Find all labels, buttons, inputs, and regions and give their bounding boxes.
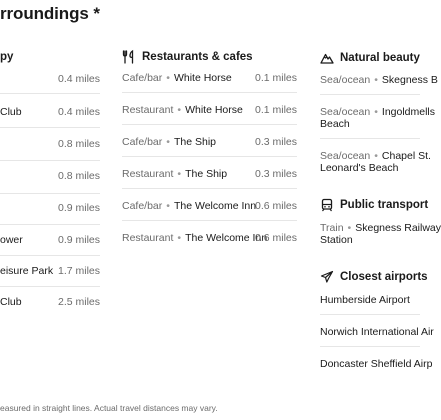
list-item [0,296,100,308]
place-distance: 0.1 miles [254,72,297,84]
place-name-continued: Station [320,234,353,246]
col1-header-label: py [0,51,14,63]
closest-airports-header [320,270,428,284]
list-item [122,104,297,116]
fork-knife-icon [122,50,136,64]
divider [122,220,297,221]
list-item [0,106,100,118]
distance-footnote: easured in straight lines. Actual travel distances may vary. [0,403,218,413]
separator-dot: • [347,222,352,234]
public-transport-header-label: Public transport [340,199,429,211]
list-item [320,106,435,118]
place-category: Cafe/bar [122,72,163,84]
separator-dot: • [374,150,378,162]
place-category: Restaurant [122,168,174,180]
public-transport-header [320,198,428,212]
place-distance: 0.3 miles [254,168,297,180]
place-name: Chapel St. [381,150,431,162]
divider [122,188,297,189]
divider [0,255,100,256]
place-name: eisure Park [0,265,54,277]
place-distance: 0.3 miles [254,136,297,148]
place-name-continued: Beach [320,118,350,130]
place-distance: 0.1 miles [254,104,297,116]
place-distance: 0.9 miles [57,234,100,246]
place-name: Ingoldmells [381,106,436,118]
list-item [320,74,438,86]
divider [320,94,420,95]
divider [122,92,297,93]
divider [122,156,297,157]
separator-dot: • [177,232,182,244]
place-name: The Welcome Inn [185,232,268,244]
divider [122,124,297,125]
list-item: Doncaster Sheffield Airp [320,358,433,370]
natural-beauty-header [320,51,420,65]
list-item [0,234,100,246]
divider [0,93,100,94]
place-name: ower [0,234,23,246]
divider [0,193,100,194]
place-distance: 0.6 miles [254,200,297,212]
place-distance: 0.6 miles [254,232,297,244]
list-item: Norwich International Air [320,326,434,338]
divider [320,346,420,347]
list-item [320,222,441,234]
separator-dot: • [374,106,378,118]
place-distance: 0.8 miles [57,170,100,182]
train-icon [320,198,334,212]
divider [320,314,420,315]
separator-dot: • [166,72,170,84]
divider [0,224,100,225]
place-name: The Ship [185,168,228,180]
divider [320,138,420,139]
place-category: Cafe/bar [122,200,163,212]
place-distance: 2.5 miles [57,296,100,308]
place-distance: 0.4 miles [57,73,100,85]
col1-header [0,51,13,63]
list-item: Humberside Airport [320,294,410,306]
natural-beauty-header-label: Natural beauty [340,52,420,64]
place-category: Train [320,222,344,234]
separator-dot: • [374,74,378,86]
place-category: Sea/ocean [320,150,371,162]
list-item [122,200,297,212]
separator-dot: • [177,168,182,180]
place-name-continued: Leonard's Beach [320,162,399,174]
list-item [320,150,431,162]
place-name: Skegness Railway [355,222,441,234]
place-name: Skegness B [381,74,438,86]
separator-dot: • [166,136,170,148]
divider [0,160,100,161]
place-category: Cafe/bar [122,136,163,148]
place-category: Restaurant [122,104,174,116]
place-name: Club [0,296,22,308]
place-category: Restaurant [122,232,174,244]
place-name: Club [0,106,22,118]
place-name: The Welcome Inn [173,200,257,212]
separator-dot: • [177,104,182,116]
place-name: The Ship [173,136,216,148]
restaurants-header [122,50,253,64]
separator-dot: • [166,200,170,212]
place-distance: 0.9 miles [57,202,100,214]
section-title: rroundings * [0,4,100,23]
list-item [122,72,297,84]
place-distance: 1.7 miles [57,265,100,277]
divider [0,127,100,128]
place-distance: 0.8 miles [57,138,100,150]
list-item [122,136,297,148]
list-item [122,168,297,180]
place-category: Sea/ocean [320,106,371,118]
place-distance: 0.4 miles [57,106,100,118]
closest-airports-header-label: Closest airports [340,271,428,283]
place-category: Sea/ocean [320,74,371,86]
mountain-icon [320,51,334,65]
place-name: White Horse [173,72,232,84]
plane-icon [320,270,334,284]
list-item [122,232,297,244]
place-name: White Horse [185,104,243,116]
restaurants-header-label: Restaurants & cafes [142,51,253,63]
divider [0,286,100,287]
list-item [0,265,100,277]
